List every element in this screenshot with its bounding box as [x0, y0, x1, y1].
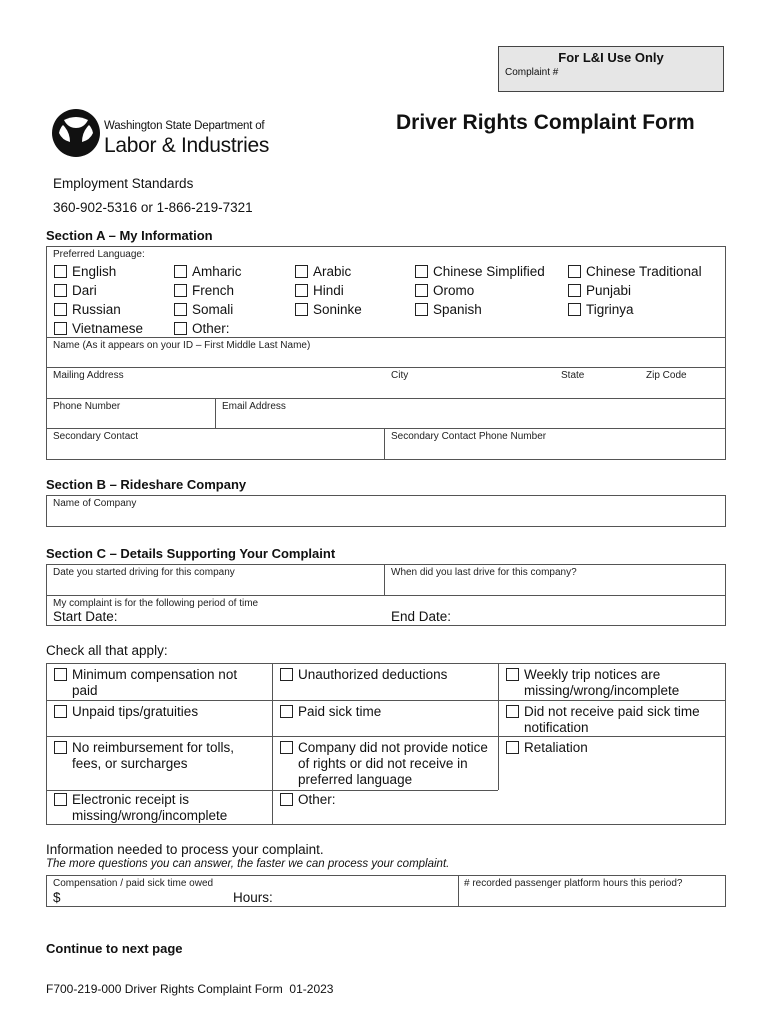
- phone-text: 360-902-5316 or 1-866-219-7321: [53, 200, 253, 215]
- language-somali-checkbox[interactable]: [174, 303, 187, 316]
- office-use-box: [498, 46, 724, 92]
- language-chinese-simplified-checkbox[interactable]: [415, 265, 428, 278]
- retaliation-label: Retaliation: [524, 740, 588, 755]
- phone-number-label: Phone Number: [53, 401, 121, 412]
- language-french-checkbox[interactable]: [174, 284, 187, 297]
- language-english-checkbox[interactable]: [54, 265, 67, 278]
- language-english-label: English: [72, 264, 117, 279]
- info-needed-heading: Information needed to process your complaint.: [46, 842, 324, 857]
- unpaid-tips-checkbox[interactable]: [54, 705, 67, 718]
- form-title: Driver Rights Complaint Form: [396, 111, 695, 134]
- language-vietnamese-label: Vietnamese: [72, 321, 144, 336]
- electronic-receipt-checkbox[interactable]: [54, 793, 67, 806]
- divider: [458, 875, 459, 907]
- language-arabic-label: Arabic: [313, 264, 352, 279]
- notice-of-rights-checkbox[interactable]: [280, 741, 293, 754]
- city-label: City: [391, 370, 409, 381]
- language-other-label: Other:: [192, 321, 230, 336]
- language-chinese-traditional-label: Chinese Traditional: [586, 264, 702, 279]
- sick-time-notification-label: Did not receive paid sick time notification: [524, 704, 700, 735]
- language-spanish-label: Spanish: [433, 302, 482, 317]
- no-reimbursement-checkbox[interactable]: [54, 741, 67, 754]
- section-a-heading: Section A – My Information: [46, 228, 213, 243]
- paid-sick-time-checkbox[interactable]: [280, 705, 293, 718]
- language-tigrinya-label: Tigrinya: [586, 302, 634, 317]
- language-arabic-checkbox[interactable]: [295, 265, 308, 278]
- unauthorized-deductions-checkbox[interactable]: [280, 668, 293, 681]
- agency-logo-icon: [50, 106, 102, 158]
- language-punjabi-checkbox[interactable]: [568, 284, 581, 297]
- divider: [384, 564, 385, 595]
- language-soninke-label: Soninke: [313, 302, 362, 317]
- divider: [272, 663, 273, 825]
- divider: [498, 663, 499, 790]
- continue-text: Continue to next page: [46, 941, 183, 956]
- start-date-label: Start Date:: [53, 609, 118, 624]
- electronic-receipt-label: Electronic receipt is missing/wrong/incomplete: [72, 792, 228, 823]
- language-amharic-checkbox[interactable]: [174, 265, 187, 278]
- office-use-title: For L&I Use Only: [558, 50, 664, 65]
- last-drive-label: When did you last drive for this company?: [391, 567, 577, 578]
- notice-of-rights-label: Company did not provide notice of rights or did not receive in preferred language: [298, 740, 488, 787]
- divider: [384, 428, 385, 460]
- divider: [46, 337, 726, 338]
- hours-label: Hours:: [233, 890, 273, 905]
- date-started-label: Date you started driving for this company: [53, 567, 235, 578]
- agency-name-line2: Labor & Industries: [104, 134, 270, 157]
- divider: [46, 367, 726, 368]
- divider: [46, 595, 726, 596]
- company-name-label: Name of Company: [53, 498, 137, 509]
- name-label: Name (As it appears on your ID – First Middle Last Name): [53, 340, 311, 351]
- language-oromo-label: Oromo: [433, 283, 475, 298]
- language-chinese-traditional-checkbox[interactable]: [568, 265, 581, 278]
- section-c-heading: Section C – Details Supporting Your Complaint: [46, 546, 336, 561]
- divider: [46, 790, 498, 791]
- retaliation-checkbox[interactable]: [506, 741, 519, 754]
- minimum-compensation-checkbox[interactable]: [54, 668, 67, 681]
- sick-time-notification-checkbox[interactable]: [506, 705, 519, 718]
- minimum-compensation-label: Minimum compensation not paid: [72, 667, 238, 698]
- language-spanish-checkbox[interactable]: [415, 303, 428, 316]
- language-soninke-checkbox[interactable]: [295, 303, 308, 316]
- check-all-heading: Check all that apply:: [46, 643, 168, 658]
- language-dari-checkbox[interactable]: [54, 284, 67, 297]
- dollar-sign: $: [53, 890, 61, 905]
- language-hindi-label: Hindi: [313, 283, 344, 298]
- weekly-trip-notices-checkbox[interactable]: [506, 668, 519, 681]
- language-dari-label: Dari: [72, 283, 97, 298]
- complaint-number-label: Complaint #: [505, 67, 559, 78]
- division-text: Employment Standards: [53, 176, 194, 191]
- other-complaint-label: Other:: [298, 792, 336, 807]
- divider: [215, 398, 216, 428]
- divider: [46, 428, 726, 429]
- unauthorized-deductions-label: Unauthorized deductions: [298, 667, 448, 682]
- email-address-label: Email Address: [222, 401, 286, 412]
- company-name-field[interactable]: [46, 495, 726, 527]
- zip-code-label: Zip Code: [646, 370, 687, 381]
- language-vietnamese-checkbox[interactable]: [54, 322, 67, 335]
- language-punjabi-label: Punjabi: [586, 283, 632, 298]
- weekly-trip-notices-label: Weekly trip notices are missing/wrong/incomplete: [524, 667, 680, 698]
- info-needed-subheading: The more questions you can answer, the faster we can process your complaint.: [46, 858, 450, 870]
- end-date-label: End Date:: [391, 609, 452, 624]
- divider: [46, 700, 726, 701]
- language-russian-label: Russian: [72, 302, 121, 317]
- secondary-phone-label: Secondary Contact Phone Number: [391, 431, 547, 442]
- recorded-hours-label: # recorded passenger platform hours this period?: [464, 878, 683, 889]
- language-russian-checkbox[interactable]: [54, 303, 67, 316]
- language-other-checkbox[interactable]: [174, 322, 187, 335]
- paid-sick-time-label: Paid sick time: [298, 704, 382, 719]
- language-tigrinya-checkbox[interactable]: [568, 303, 581, 316]
- no-reimbursement-label: No reimbursement for tolls, fees, or surcharges: [72, 740, 235, 771]
- section-b-heading: Section B – Rideshare Company: [46, 477, 247, 492]
- divider: [46, 398, 726, 399]
- agency-name-line1: Washington State Department of: [104, 120, 265, 132]
- compensation-label: Compensation / paid sick time owed: [53, 878, 214, 889]
- state-label: State: [561, 370, 585, 381]
- period-label: My complaint is for the following period of time: [53, 598, 259, 609]
- form-footer: F700-219-000 Driver Rights Complaint Form 01-2023: [46, 982, 334, 996]
- language-french-label: French: [192, 283, 235, 298]
- secondary-contact-label: Secondary Contact: [53, 431, 139, 442]
- language-hindi-checkbox[interactable]: [295, 284, 308, 297]
- mailing-address-label: Mailing Address: [53, 370, 124, 381]
- other-complaint-checkbox[interactable]: [280, 793, 293, 806]
- unpaid-tips-label: Unpaid tips/gratuities: [72, 704, 199, 719]
- preferred-language-label: Preferred Language:: [53, 249, 145, 260]
- language-chinese-simplified-label: Chinese Simplified: [433, 264, 545, 279]
- language-oromo-checkbox[interactable]: [415, 284, 428, 297]
- language-somali-label: Somali: [192, 302, 234, 317]
- divider: [46, 736, 726, 737]
- language-amharic-label: Amharic: [192, 264, 242, 279]
